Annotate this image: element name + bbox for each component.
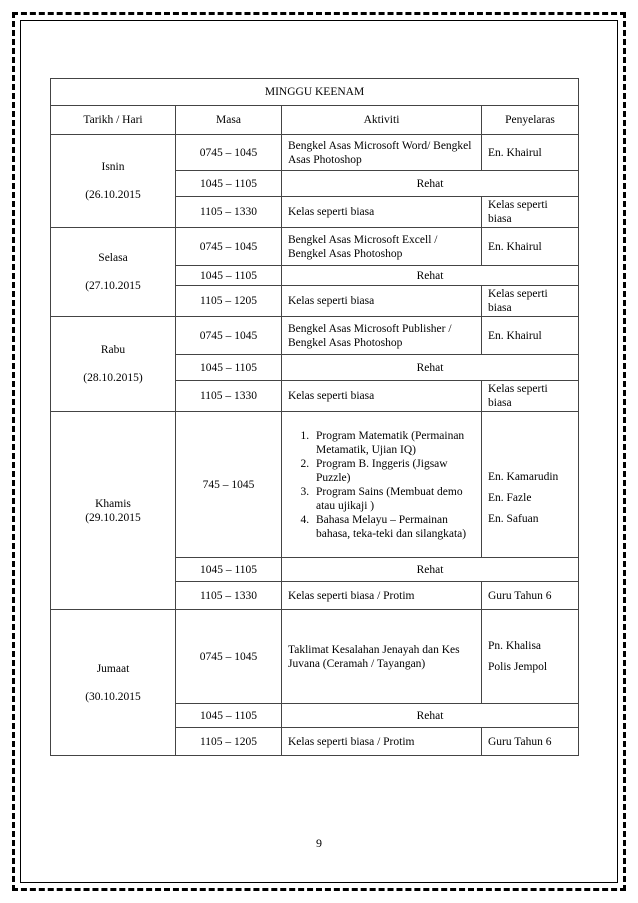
- break-cell: Rehat: [282, 266, 579, 286]
- activity-cell: Taklimat Kesalahan Jenayah dan Kes Juvana (Ceramah / Tayangan): [282, 610, 482, 704]
- day-date: (27.10.2015: [85, 280, 141, 292]
- time-cell: 1045 – 1105: [176, 355, 282, 381]
- day-name: Khamis: [95, 497, 131, 510]
- coordinator-name: En. Kamarudin: [488, 471, 559, 483]
- table-row: [51, 610, 579, 704]
- coordinator-name: Pn. Khalisa: [488, 640, 542, 652]
- day-name: Isnin: [101, 161, 125, 173]
- break-cell: Rehat: [282, 171, 579, 197]
- coordinator-cell: Guru Tahun 6: [482, 728, 579, 756]
- coordinator-cell: [482, 610, 579, 704]
- activity-cell: Bengkel Asas Microsoft Publisher / Bengkel Asas Photoshop: [282, 317, 482, 355]
- coordinator-name: Polis Jempol: [488, 661, 548, 673]
- time-cell: 1105 – 1205: [176, 728, 282, 756]
- day-cell-isnin: [51, 135, 176, 228]
- table-title-row: [51, 79, 579, 106]
- coordinator-cell: Kelas seperti biasa: [482, 286, 579, 317]
- break-cell: Rehat: [282, 355, 579, 381]
- table-row: [51, 228, 579, 266]
- coordinator-cell: En. Khairul: [482, 317, 579, 355]
- header-date: Tarikh / Hari: [51, 106, 176, 135]
- break-cell: Rehat: [282, 558, 579, 582]
- time-cell: 745 – 1045: [176, 412, 282, 558]
- header-activity: Aktiviti: [282, 106, 482, 135]
- day-name: Jumaat: [96, 662, 130, 675]
- time-cell: 0745 – 1045: [176, 135, 282, 171]
- day-cell-rabu: [51, 317, 176, 412]
- break-cell: Rehat: [282, 704, 579, 728]
- list-item: 4. Bahasa Melayu – Permainan bahasa, teka-teki dan silangkata): [312, 513, 475, 541]
- table-header-row: [51, 106, 579, 135]
- time-cell: 1045 – 1105: [176, 558, 282, 582]
- coordinator-cell: En. Khairul: [482, 135, 579, 171]
- activity-cell: Kelas seperti biasa: [282, 286, 482, 317]
- table-row: [51, 317, 579, 355]
- day-cell-khamis: [51, 412, 176, 610]
- time-cell: 1105 – 1330: [176, 197, 282, 228]
- page-number: 9: [316, 836, 322, 850]
- list-item: 2. Program B. Inggeris (Jigsaw Puzzle): [312, 457, 475, 485]
- coordinator-cell: Guru Tahun 6: [482, 582, 579, 610]
- header-coordinator: Penyelaras: [482, 106, 579, 135]
- table-title: MINGGU KEENAM: [51, 79, 579, 106]
- time-cell: 0745 – 1045: [176, 317, 282, 355]
- table-row: [51, 135, 579, 171]
- activity-cell: Kelas seperti biasa: [282, 197, 482, 228]
- activity-cell: Kelas seperti biasa / Protim: [282, 582, 482, 610]
- time-cell: 1045 – 1105: [176, 171, 282, 197]
- time-cell: 1105 – 1330: [176, 381, 282, 412]
- activity-cell: Bengkel Asas Microsoft Word/ Bengkel Asas Photoshop: [282, 135, 482, 171]
- header-time: Masa: [176, 106, 282, 135]
- program-list: [288, 429, 475, 541]
- coordinator-cell: [482, 412, 579, 558]
- time-cell: 1045 – 1105: [176, 266, 282, 286]
- coordinator-name: En. Fazle: [488, 492, 532, 504]
- activity-cell: Bengkel Asas Microsoft Excell / Bengkel Asas Photoshop: [282, 228, 482, 266]
- coordinator-cell: Kelas seperti biasa: [482, 197, 579, 228]
- day-date: (29.10.2015: [85, 511, 141, 524]
- time-cell: 1105 – 1205: [176, 286, 282, 317]
- day-cell-selasa: [51, 228, 176, 317]
- day-cell-jumaat: [51, 610, 176, 756]
- activity-cell: [282, 412, 482, 558]
- time-cell: 1105 – 1330: [176, 582, 282, 610]
- activity-cell: Kelas seperti biasa: [282, 381, 482, 412]
- coordinator-cell: Kelas seperti biasa: [482, 381, 579, 412]
- list-item: 3. Program Sains (Membuat demo atau ujikaji ): [312, 485, 475, 513]
- day-name: Selasa: [98, 252, 128, 264]
- activity-cell: Kelas seperti biasa / Protim: [282, 728, 482, 756]
- coordinator-cell: En. Khairul: [482, 228, 579, 266]
- day-name: Rabu: [100, 344, 126, 356]
- time-cell: 1045 – 1105: [176, 704, 282, 728]
- schedule-table: [50, 78, 579, 756]
- day-date: (28.10.2015): [83, 372, 143, 384]
- time-cell: 0745 – 1045: [176, 228, 282, 266]
- list-item: 1. Program Matematik (Permainan Metamatik, Ujian IQ): [312, 429, 475, 457]
- coordinator-name: En. Safuan: [488, 513, 539, 525]
- day-date: (30.10.2015: [85, 690, 141, 703]
- table-row: [51, 412, 579, 558]
- time-cell: 0745 – 1045: [176, 610, 282, 704]
- day-date: (26.10.2015: [85, 189, 141, 201]
